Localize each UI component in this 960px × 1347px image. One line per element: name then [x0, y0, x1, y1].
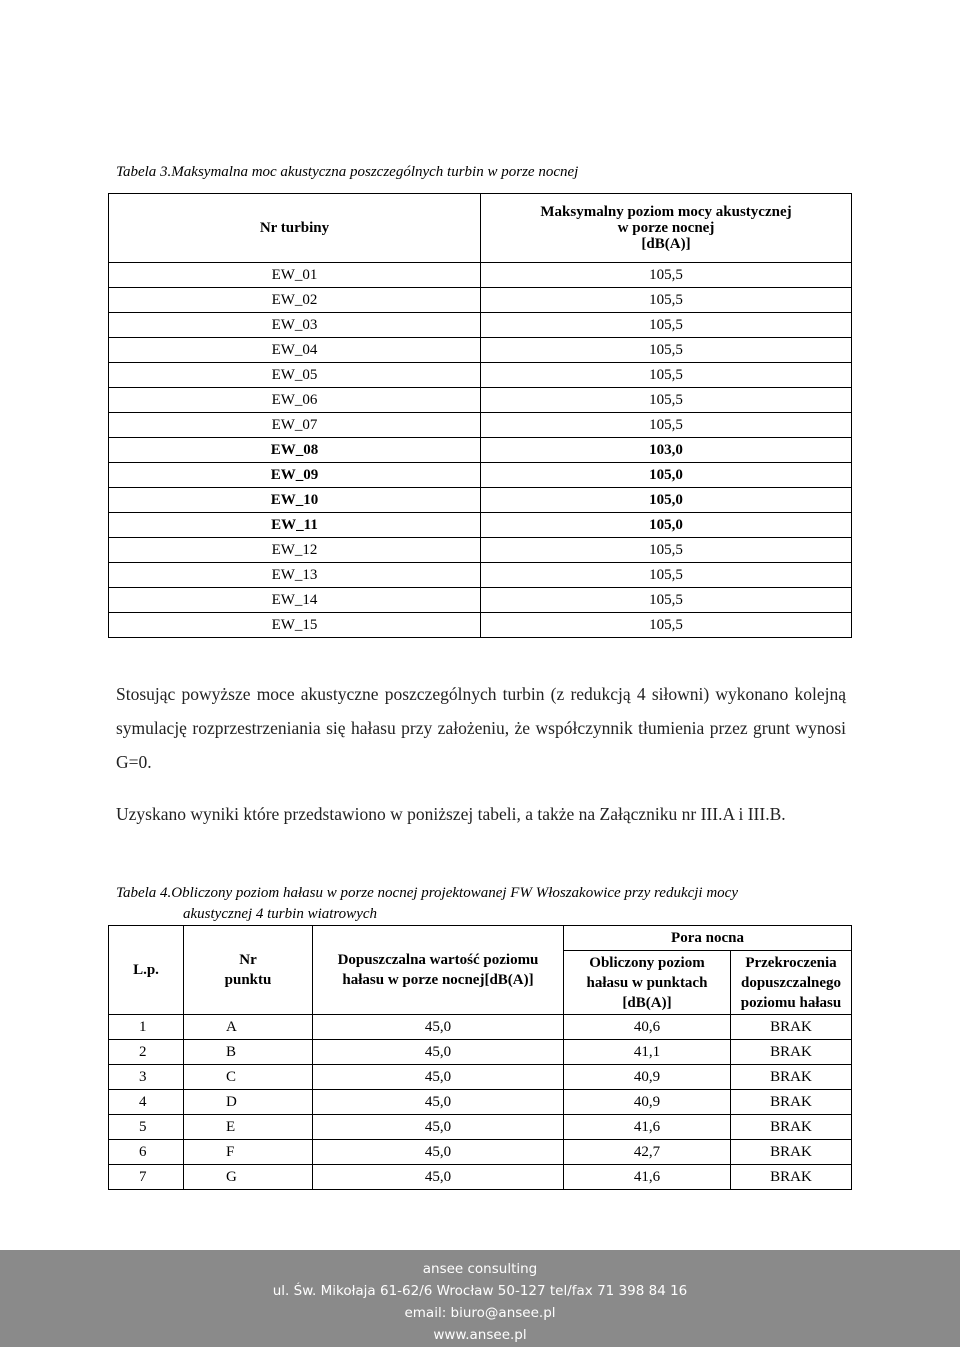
- exceedance-cell: BRAK: [731, 1165, 852, 1190]
- header-lp: L.p.: [109, 926, 184, 1015]
- table-row: [109, 438, 852, 463]
- header-exceedance-line2: dopuszczalnego: [740, 974, 841, 991]
- footer-email: email: biuro@ansee.pl: [404, 1305, 556, 1321]
- header-point-number: [184, 926, 313, 1015]
- turbine-power-cell: 105,5: [481, 338, 852, 363]
- allowed-level-cell: 45,0: [313, 1040, 564, 1065]
- turbine-power-cell: 105,5: [481, 413, 852, 438]
- table-row: [109, 288, 852, 313]
- table4-caption-line1: Tabela 4.Obliczony poziom hałasu w porze nocnej projektowanej FW Włoszakowice przy redukcji mocy: [116, 885, 738, 901]
- point-cell: A: [184, 1015, 313, 1040]
- table-row: [109, 513, 852, 538]
- header-point-number-line2: punktu: [224, 972, 272, 988]
- header-max-power: [481, 194, 852, 263]
- table-row: [109, 1015, 852, 1040]
- row-number-cell: 6: [109, 1140, 184, 1165]
- turbine-power-cell: 105,5: [481, 538, 852, 563]
- turbine-power-cell: 105,5: [481, 563, 852, 588]
- turbine-id-cell: EW_03: [109, 313, 481, 338]
- table-row: [109, 263, 852, 288]
- table-row: [109, 1040, 852, 1065]
- footer-address: ul. Św. Mikołaja 61-62/6 Wrocław 50-127 tel/fax 71 398 84 16: [272, 1283, 688, 1299]
- turbine-id-cell: EW_10: [109, 488, 481, 513]
- exceedance-cell: BRAK: [731, 1115, 852, 1140]
- calculated-level-cell: 40,9: [564, 1065, 731, 1090]
- turbine-power-cell: 105,5: [481, 263, 852, 288]
- allowed-level-cell: 45,0: [313, 1115, 564, 1140]
- allowed-level-cell: 45,0: [313, 1140, 564, 1165]
- point-cell: E: [184, 1115, 313, 1140]
- table-row: [109, 1140, 852, 1165]
- table-row: [109, 563, 852, 588]
- turbine-power-cell: 103,0: [481, 438, 852, 463]
- table-row: [109, 488, 852, 513]
- header-max-power-line2: w porze nocnej: [617, 220, 715, 236]
- turbine-power-cell: 105,5: [481, 313, 852, 338]
- point-cell: C: [184, 1065, 313, 1090]
- turbine-id-cell: EW_05: [109, 363, 481, 388]
- allowed-level-cell: 45,0: [313, 1090, 564, 1115]
- point-cell: F: [184, 1140, 313, 1165]
- turbine-id-cell: EW_01: [109, 263, 481, 288]
- turbine-id-cell: EW_15: [109, 613, 481, 638]
- turbine-power-cell: 105,0: [481, 463, 852, 488]
- header-max-power-line1: Maksymalny poziom mocy akustycznej: [540, 204, 792, 220]
- allowed-level-cell: 45,0: [313, 1065, 564, 1090]
- turbine-id-cell: EW_13: [109, 563, 481, 588]
- table4-caption-line2: akustycznej 4 turbin wiatrowych: [183, 906, 378, 922]
- point-cell: B: [184, 1040, 313, 1065]
- table-row: [109, 363, 852, 388]
- turbine-id-cell: EW_09: [109, 463, 481, 488]
- table-row: [109, 1090, 852, 1115]
- header-calculated-level-line3: [dB(A)]: [622, 994, 672, 1011]
- turbine-power-cell: 105,5: [481, 588, 852, 613]
- allowed-level-cell: 45,0: [313, 1165, 564, 1190]
- turbine-power-cell: 105,5: [481, 363, 852, 388]
- exceedance-cell: BRAK: [731, 1040, 852, 1065]
- calculated-level-cell: 42,7: [564, 1140, 731, 1165]
- table-row: [109, 463, 852, 488]
- header-exceedance-line1: Przekroczenia: [745, 954, 837, 971]
- table-row: [109, 413, 852, 438]
- turbine-id-cell: EW_07: [109, 413, 481, 438]
- turbine-id-cell: EW_06: [109, 388, 481, 413]
- table-row: [109, 1065, 852, 1090]
- calculated-level-cell: 41,1: [564, 1040, 731, 1065]
- table-row: [109, 313, 852, 338]
- table-row: [109, 338, 852, 363]
- calculated-level-cell: 41,6: [564, 1165, 731, 1190]
- row-number-cell: 1: [109, 1015, 184, 1040]
- table-row: [109, 1115, 852, 1140]
- calculated-level-cell: 40,6: [564, 1015, 731, 1040]
- header-exceedance: [731, 951, 852, 1015]
- header-exceedance-line3: poziomu hałasu: [740, 994, 842, 1011]
- calculated-level-cell: 40,9: [564, 1090, 731, 1115]
- row-number-cell: 2: [109, 1040, 184, 1065]
- header-max-power-line3: [dB(A)]: [641, 236, 691, 252]
- table3-caption: Tabela 3.Maksymalna moc akustyczna poszczególnych turbin w porze nocnej: [116, 164, 579, 180]
- point-cell: D: [184, 1090, 313, 1115]
- header-turbine-number: Nr turbiny: [109, 194, 481, 263]
- table-row: [109, 613, 852, 638]
- row-number-cell: 3: [109, 1065, 184, 1090]
- exceedance-cell: BRAK: [731, 1015, 852, 1040]
- point-cell: G: [184, 1165, 313, 1190]
- turbine-power-cell: 105,0: [481, 513, 852, 538]
- turbine-id-cell: EW_14: [109, 588, 481, 613]
- header-calculated-level-line2: hałasu w punktach: [586, 974, 708, 991]
- noise-level-table: [108, 925, 852, 1190]
- table-row: [109, 388, 852, 413]
- exceedance-cell: BRAK: [731, 1065, 852, 1090]
- header-calculated-level-line1: Obliczony poziom: [589, 954, 705, 971]
- turbine-id-cell: EW_12: [109, 538, 481, 563]
- table-row: [109, 538, 852, 563]
- header-allowed-level-line2: hałasu w porze nocnej[dB(A)]: [342, 972, 534, 988]
- row-number-cell: 4: [109, 1090, 184, 1115]
- header-allowed-level-line1: Dopuszczalna wartość poziomu: [337, 952, 539, 968]
- header-night-time: Pora nocna: [564, 926, 852, 951]
- turbine-id-cell: EW_04: [109, 338, 481, 363]
- turbine-power-table: [108, 193, 852, 638]
- footer-company: ansee consulting: [422, 1261, 538, 1277]
- turbine-power-cell: 105,5: [481, 613, 852, 638]
- turbine-id-cell: EW_02: [109, 288, 481, 313]
- page-footer: [0, 1250, 960, 1347]
- exceedance-cell: BRAK: [731, 1090, 852, 1115]
- turbine-power-cell: 105,0: [481, 488, 852, 513]
- paragraph-simulation: Stosując powyższe moce akustyczne poszczególnych turbin (z redukcją 4 siłowni) wykonano kolejną symulację rozprzestrzeniania się hałasu przy założeniu, że współczynnik tłumienia przez grunt wynosi G=0.: [116, 684, 846, 772]
- header-point-number-line1: Nr: [239, 952, 257, 968]
- table-row: [109, 588, 852, 613]
- turbine-id-cell: EW_11: [109, 513, 481, 538]
- turbine-power-cell: 105,5: [481, 388, 852, 413]
- table4-caption: [116, 883, 846, 925]
- exceedance-cell: BRAK: [731, 1140, 852, 1165]
- header-allowed-level: [313, 926, 564, 1015]
- row-number-cell: 5: [109, 1115, 184, 1140]
- turbine-id-cell: EW_08: [109, 438, 481, 463]
- row-number-cell: 7: [109, 1165, 184, 1190]
- turbine-power-cell: 105,5: [481, 288, 852, 313]
- footer-website: www.ansee.pl: [433, 1327, 527, 1343]
- paragraph-results: Uzyskano wyniki które przedstawiono w poniższej tabeli, a także na Załączniku nr III.A i III.B.: [116, 804, 786, 824]
- allowed-level-cell: 45,0: [313, 1015, 564, 1040]
- table-row: [109, 1165, 852, 1190]
- header-calculated-level: [564, 951, 731, 1015]
- calculated-level-cell: 41,6: [564, 1115, 731, 1140]
